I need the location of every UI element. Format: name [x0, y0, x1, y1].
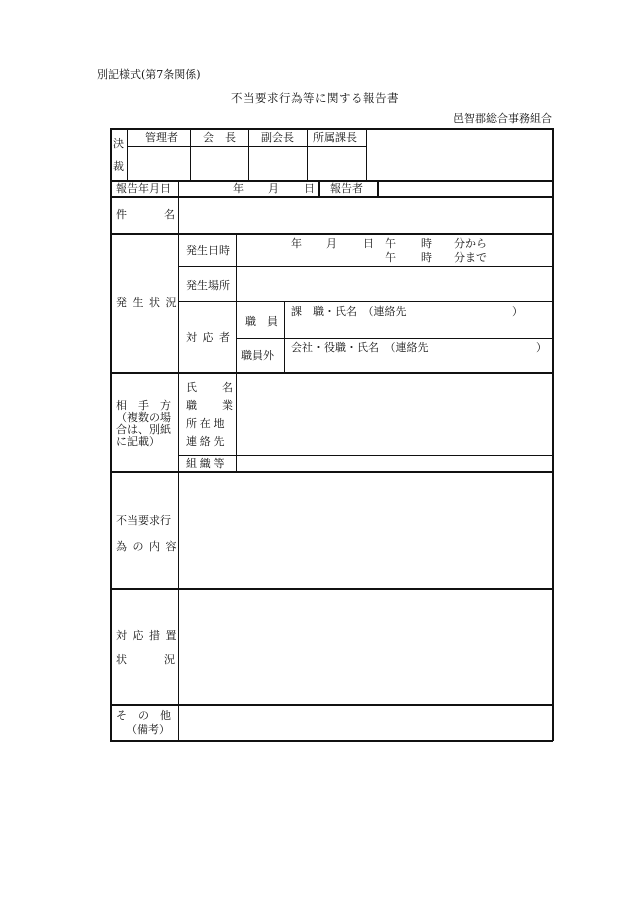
counterpart-inner-divider	[236, 372, 237, 471]
approval-col-vice-chairman: 副会長	[261, 131, 294, 144]
conduct-label-1: 不当要求行	[116, 514, 171, 527]
table-border-bottom	[110, 740, 553, 742]
dt-day: 日	[363, 237, 374, 250]
approval-col-chairman: 会 長	[203, 131, 236, 144]
response-label-2a: 状	[116, 653, 127, 666]
subject-field[interactable]	[180, 198, 552, 233]
occurrence-label: 発生状況	[116, 296, 182, 309]
dt-hour-to: 時	[421, 251, 432, 264]
field-name-a: 氏	[186, 381, 197, 394]
counterpart-label-2: （複数の場	[116, 411, 171, 424]
reporter-label: 報告者	[330, 182, 363, 195]
responder-outside-close: ）	[536, 341, 547, 354]
field-job-a: 職	[186, 399, 197, 412]
counterpart-org-field[interactable]	[238, 456, 552, 471]
field-contact: 連絡先	[186, 435, 228, 448]
approval-divider	[366, 128, 367, 180]
approval-label-top: 決	[113, 137, 124, 150]
report-month: 月	[268, 182, 279, 195]
report-year: 年	[233, 182, 244, 195]
table-border-right	[552, 128, 554, 741]
responder-staff-close: ）	[512, 305, 523, 318]
responder-sub-divider	[284, 301, 285, 372]
datetime-bottom-line	[178, 266, 553, 267]
counterpart-details-field[interactable]	[238, 374, 552, 455]
subject-label-a: 件	[116, 208, 127, 221]
response-content-field[interactable]	[180, 590, 552, 704]
conduct-content-field[interactable]	[180, 473, 552, 588]
responder-outside-text: 会社・役職・氏名 （連絡先	[291, 341, 429, 354]
approval-stamp-vice-chairman[interactable]	[249, 147, 307, 180]
table-border-left	[110, 128, 112, 741]
page-title: 不当要求行為等に関する報告書	[231, 91, 399, 105]
responder-outside-label: 職員外	[241, 349, 274, 362]
organization-name: 邑智郡総合事務組合	[453, 112, 552, 125]
reporter-field[interactable]	[379, 181, 552, 196]
dt-hour-from: 時	[421, 237, 432, 250]
report-day: 日	[304, 182, 315, 195]
field-address: 所在地	[186, 417, 228, 430]
conduct-label-2: 為の内容	[116, 540, 182, 553]
dt-year: 年	[291, 237, 302, 250]
place-bottom-line	[178, 301, 553, 302]
approval-stamp-chairman[interactable]	[191, 147, 248, 180]
field-name-b: 名	[222, 381, 233, 394]
occurrence-inner-divider	[236, 233, 237, 372]
approval-col-section-chief: 所属課長	[313, 131, 357, 144]
approval-col-manager: 管理者	[145, 131, 178, 144]
dt-from: 分から	[454, 237, 487, 250]
form-label: 別記様式(第7条関係)	[97, 68, 201, 81]
dt-ampm-to: 午	[385, 251, 396, 264]
dt-month: 月	[326, 237, 337, 250]
field-job-b: 業	[222, 399, 233, 412]
subject-row-bottom	[110, 233, 553, 235]
counterpart-label-1: 相 手 方	[116, 399, 171, 412]
other-remarks-field[interactable]	[180, 706, 552, 740]
report-date-label: 報告年月日	[116, 182, 171, 195]
occurrence-place-field[interactable]	[238, 268, 552, 301]
report-row-divider	[178, 180, 179, 196]
counterpart-label-4: に記載）	[116, 435, 160, 448]
table-border-top	[110, 128, 553, 130]
responder-staff-text: 課 職・氏名 （連絡先	[291, 305, 407, 318]
dt-to: 分まで	[454, 251, 487, 264]
other-label-2: （備考）	[126, 723, 170, 736]
approval-stamp-manager[interactable]	[128, 147, 190, 180]
responder-staff-label: 職 員	[245, 315, 278, 328]
field-org: 組織等	[186, 457, 228, 470]
subject-label-b: 名	[164, 208, 175, 221]
approval-stamp-section-chief[interactable]	[308, 147, 366, 180]
responder-label: 対応者	[186, 331, 236, 344]
response-label-2b: 況	[164, 653, 175, 666]
counterpart-label-3: 合は、別紙	[116, 423, 171, 436]
occurrence-datetime-label: 発生日時	[186, 244, 230, 257]
label-column-divider	[178, 196, 179, 741]
other-label-1: そ の 他	[116, 709, 171, 722]
response-label-1: 対応措置	[116, 629, 182, 642]
approval-label-bottom: 裁	[113, 160, 124, 173]
report-row-divider	[318, 180, 320, 196]
occurrence-place-label: 発生場所	[186, 279, 230, 292]
dt-ampm-from: 午	[385, 237, 396, 250]
